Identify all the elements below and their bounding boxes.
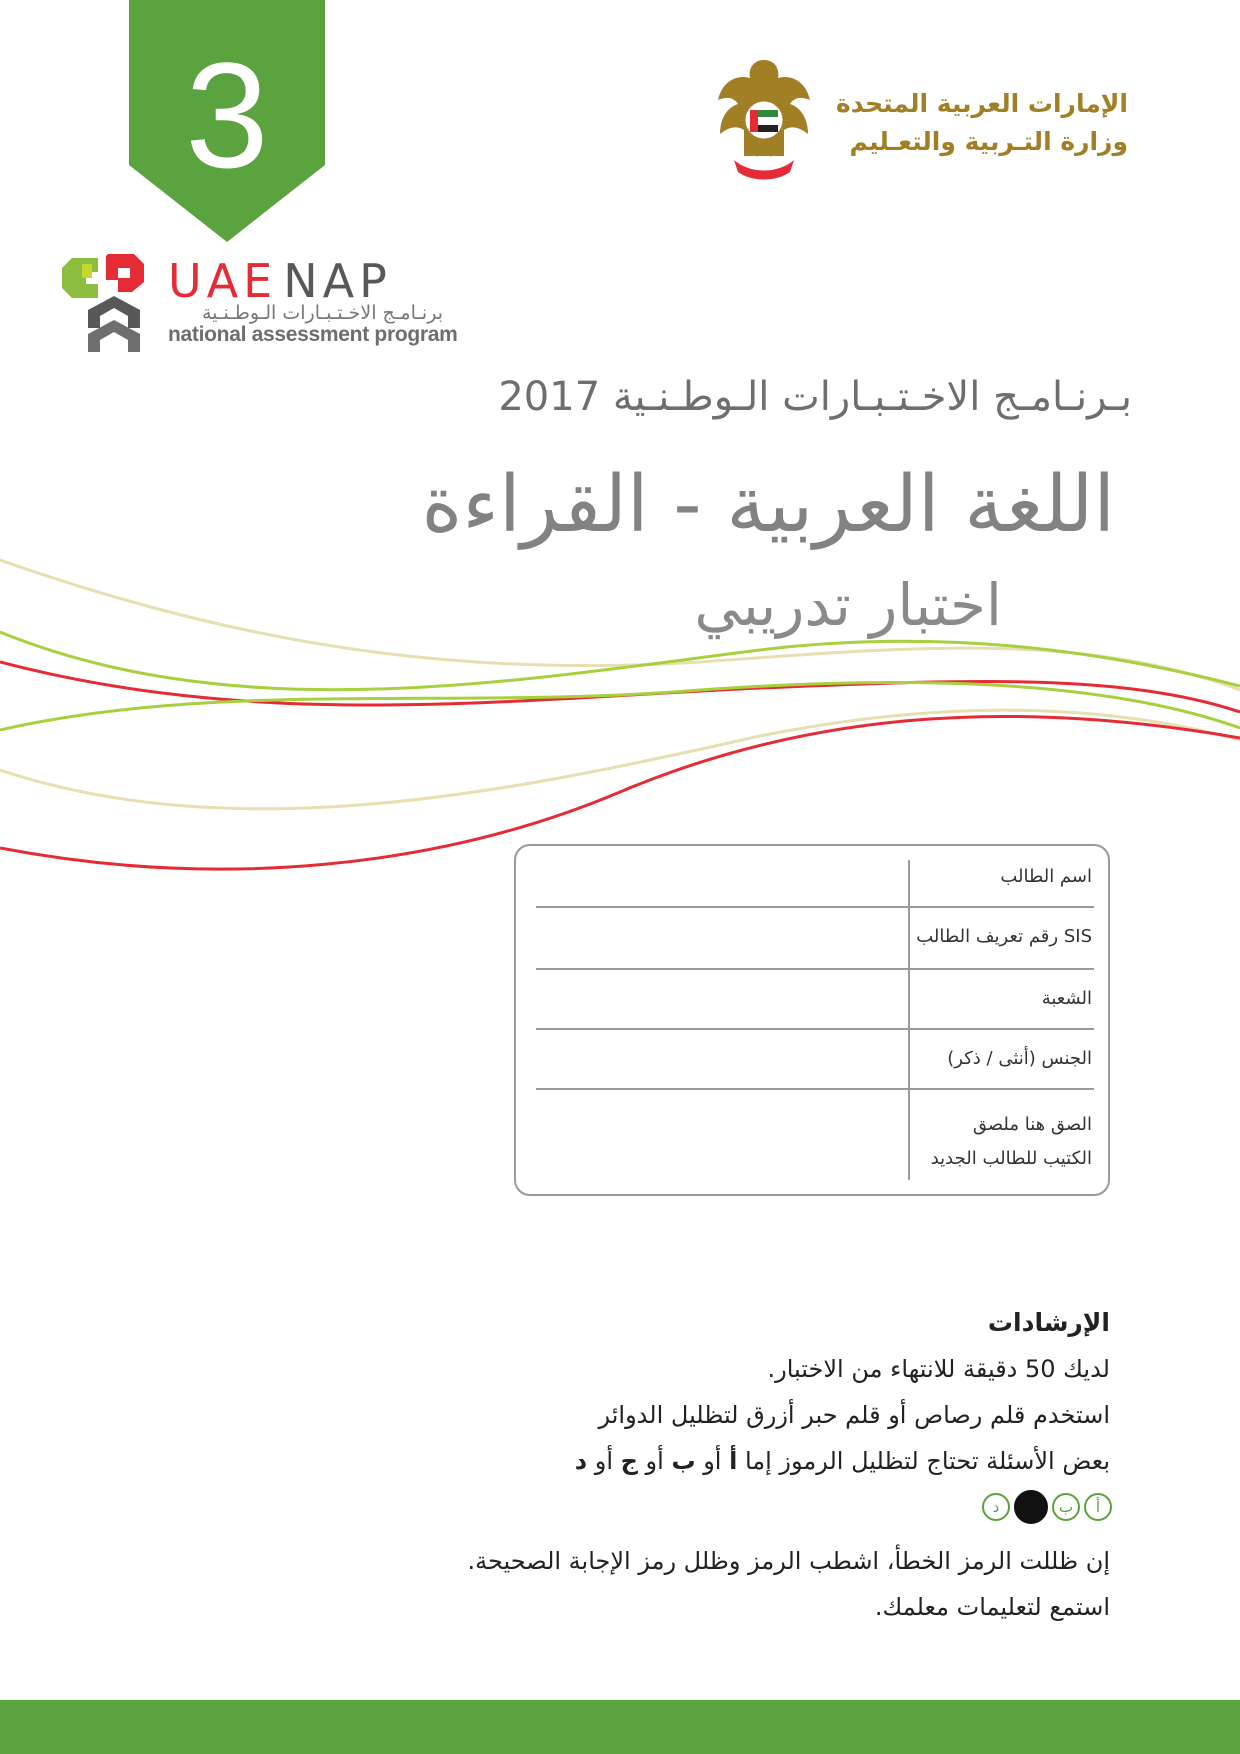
grade-tab [129, 0, 325, 242]
instructions-heading: الإرشادات [987, 1308, 1110, 1337]
form-divider [536, 1088, 1094, 1090]
or-word: أو [637, 1447, 672, 1475]
sticker-label-line1: الصق هنا ملصق [972, 1114, 1092, 1135]
footer-bar [0, 1700, 1240, 1754]
nap-english-tagline: national assessment program [168, 323, 458, 346]
student-gender-label: الجنس (أنثى / ذكر) [947, 1048, 1092, 1069]
instructions-block-2 [350, 1538, 1110, 1630]
answer-bubbles-example [978, 1490, 1112, 1520]
test-type-title: اختبار تدريبي [694, 571, 1002, 639]
form-divider [536, 968, 1094, 970]
answer-bubble-icon: ب [1052, 1493, 1080, 1521]
ministry-country-label: الإمارات العربية المتحدة [835, 89, 1128, 118]
nap-wordmark-uae: UAE [168, 254, 278, 308]
ministry-header [708, 56, 1128, 192]
option-d-label: د [574, 1447, 588, 1475]
instruction-pencil: استخدم قلم رصاص أو قلم حبر أزرق لتظليل الدوائر [598, 1401, 1110, 1429]
instruction-listen: استمع لتعليمات معلمك. [874, 1593, 1110, 1621]
form-divider [536, 906, 1094, 908]
answer-bubble-icon: د [982, 1493, 1010, 1521]
answer-bubble-icon: أ [1084, 1493, 1112, 1521]
student-sis-label: SIS رقم تعريف الطالب [916, 926, 1092, 947]
instruction-bubbles-text: بعض الأسئلة تحتاج لتظليل الرموز إما [737, 1447, 1110, 1475]
or-word: أو [587, 1447, 621, 1475]
answer-bubble-filled-icon [1014, 1490, 1048, 1524]
option-a-label: أ [729, 1447, 738, 1475]
student-name-label: اسم الطالب [1000, 866, 1092, 887]
nap-wordmark [168, 254, 392, 308]
uae-emblem-icon [714, 56, 814, 188]
nap-logo-icon [58, 248, 166, 362]
nap-wordmark-nap: NAP [283, 254, 392, 308]
instruction-time: لديك 50 دقيقة للانتهاء من الاختبار. [767, 1355, 1110, 1383]
instruction-bubbles [350, 1438, 1110, 1484]
instruction-correction: إن ظللت الرمز الخطأ، اشطب الرمز وظلل رمز الإجابة الصحيحة. [467, 1547, 1110, 1575]
ministry-name-label: وزارة التـربية والتعـليم [849, 127, 1128, 156]
form-column-separator [908, 860, 910, 1180]
subject-title: اللغة العربية - القراءة [421, 460, 1115, 550]
program-title: بـرنـامـج الاخـتـبـارات الـوطـنـية 2017 [498, 374, 1132, 420]
option-c-label: ج [620, 1447, 638, 1475]
grade-number: 3 [185, 31, 269, 199]
sticker-label-line2: الكتيب للطالب الجديد [930, 1148, 1092, 1169]
nap-arabic-tagline: برنـامـج الاخـتـبـارات الـوطـنـية [201, 302, 443, 324]
nap-logo [58, 248, 458, 358]
student-info-form [514, 844, 1110, 1196]
instructions-block [350, 1300, 1110, 1484]
student-section-label: الشعبة [1041, 988, 1092, 1009]
or-word: أو [695, 1447, 730, 1475]
form-divider [536, 1028, 1094, 1030]
option-b-label: ب [671, 1447, 696, 1475]
